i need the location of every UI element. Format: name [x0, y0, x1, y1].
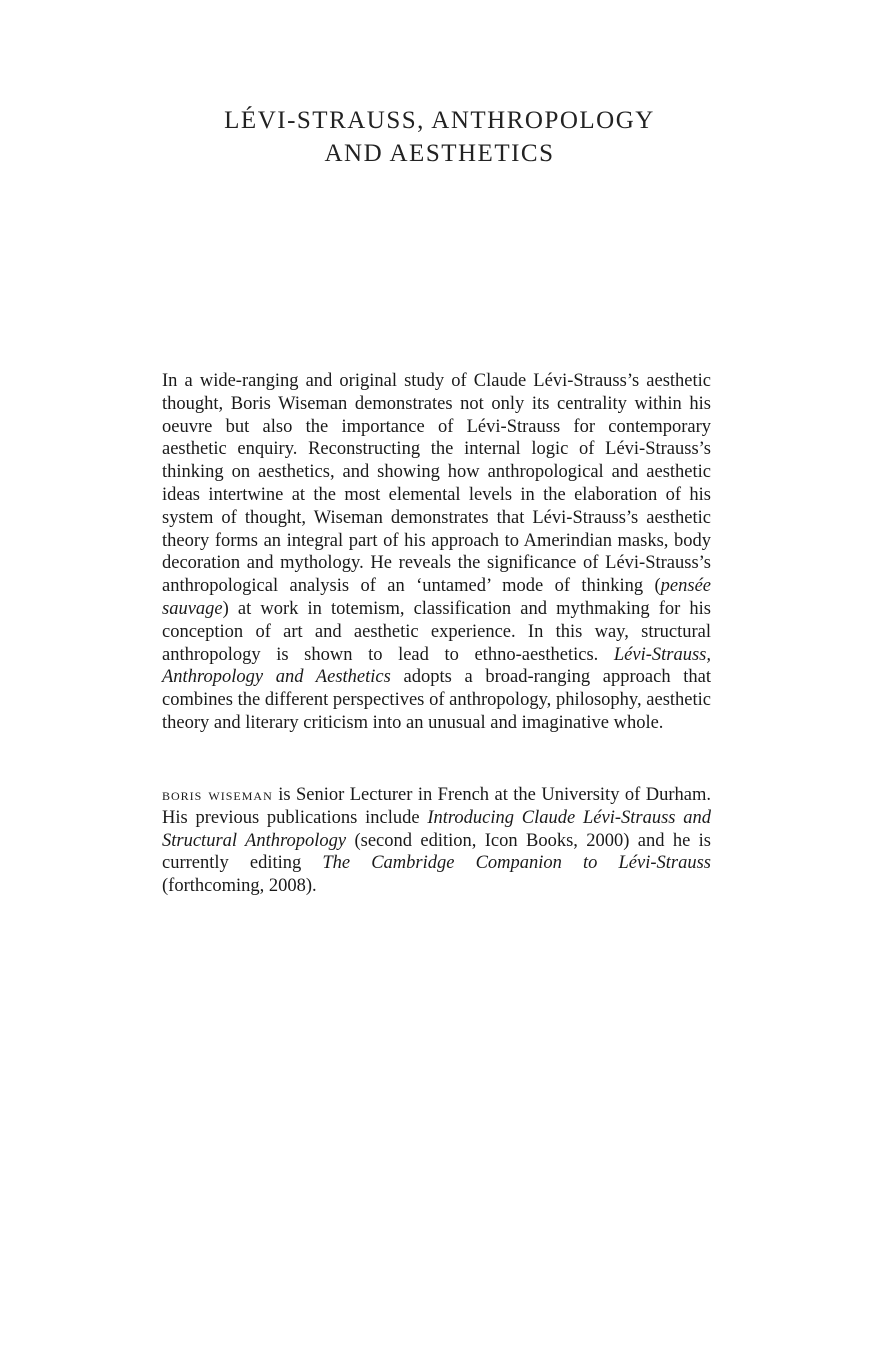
- title-line-2: AND AESTHETICS: [324, 140, 555, 167]
- pensee-sauvage-term: pensée sauvage: [162, 576, 711, 619]
- author-bio: [162, 784, 711, 898]
- abstract-text-1: In a wide-ranging and original study of Claude Lévi-Strauss’s aesthetic thought, Boris Wiseman demonstrates not only its centrality within his oeuvre but also the importance of Lévi-Strauss for contemporary aesthetic enquiry. Reconstructing the internal logic of Lévi-Strauss’s thinking on aesthetics, and showing how anthropological and aesthetic ideas intertwine at the most elemental levels in the elaboration of his system of thought, Wiseman demonstrates that Lévi-Strauss’s aesthetic theory forms an integral part of his approach to Amerindian masks, body decoration and mythology. He reveals the significance of Lévi-Strauss’s anthropological analysis of an ‘untamed’ mode of thinking (: [162, 371, 711, 597]
- bio-text-2: (second edition, Icon Books, 2000) and he is currently editing: [162, 830, 712, 874]
- previous-book-title: Introducing Claude Lévi-Strauss and Structural Anthropology: [162, 807, 712, 851]
- book-abstract: [162, 370, 711, 735]
- book-title-inline: Lévi-Strauss, Anthropology and Aesthetics: [162, 644, 711, 688]
- author-name: boris wiseman: [162, 785, 273, 804]
- page-title: [140, 104, 739, 170]
- abstract-text-2: ) at work in totemism, classification and mythmaking for his conception of art and aesthetic experience. In this way, structural anthropology is shown to lead to ethno-aesthetics.: [162, 598, 711, 665]
- title-line-1: LÉVI-STRAUSS, ANTHROPOLOGY: [224, 107, 655, 134]
- abstract-text-3: adopts a broad-ranging approach that combines the different perspectives of anthropology, philosophy, aesthetic theory and literary criticism into an unusual and imaginative whole.: [162, 667, 711, 733]
- bio-text-3: (forthcoming, 2008).: [162, 876, 317, 897]
- companion-book-title: The Cambridge Companion to Lévi-Strauss: [322, 853, 711, 874]
- bio-text-1: is Senior Lecturer in French at the University of Durham. His previous publications include: [162, 785, 711, 828]
